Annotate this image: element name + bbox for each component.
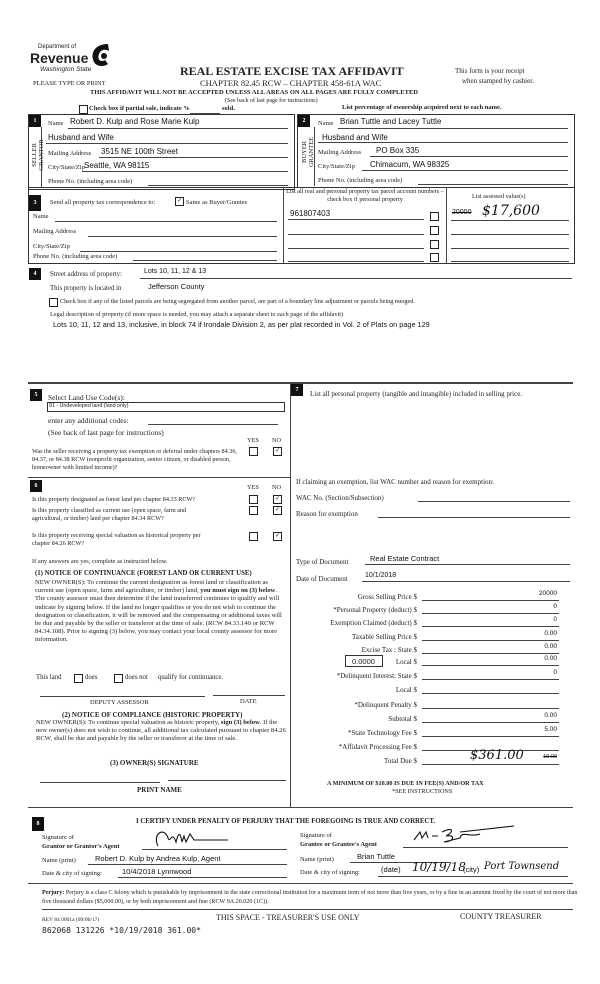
notice-text-bold: sign (3) below [220,719,260,726]
line [422,640,559,641]
print-name-label: PRINT NAME [137,786,182,794]
deputy-assessor-label: DEPUTY ASSESSOR [90,699,149,706]
grantor-signature[interactable] [150,824,230,850]
row-value[interactable]: 0 [553,616,557,623]
divider [283,187,284,263]
county-treasurer-label: COUNTY TREASURER [460,912,542,921]
forest-question: Is this property designated as forest land per chapter 84.33 RCW? [32,496,196,503]
row-label: Exemption Claimed (deduct) $ [330,619,417,627]
legal-description-label: Legal description of property (if more space is needed, you may attach a separate sheet to each page of the affidavit) [50,311,344,318]
doc-date-field[interactable]: 10/1/2018 [365,572,397,579]
parcel-number-field[interactable] [288,248,424,249]
additional-codes-field[interactable] [148,424,278,425]
line [362,581,570,582]
partial-sale-checkbox[interactable] [79,105,88,114]
partial-sale-label: Check box if partial sale, indicate % [89,105,190,112]
logo-line3: Washington State [40,66,92,73]
line [422,708,559,709]
grantee-agent-label: Grantee or Grantee's Agent [300,841,377,848]
row-label: *State Technology Fee $ [347,729,417,737]
line [140,278,572,279]
assessed-struck-value: 20000 [452,209,472,216]
row-value[interactable]: 0.00 [544,655,557,662]
buyer-side-label: BUYER GRANTEE [301,136,315,168]
corr-address-field[interactable] [88,236,277,237]
divider [42,909,573,910]
grantor-agent-label: Grantor or Grantor's Agent [42,843,120,850]
land-use-label: Select Land Use Code(s): [48,393,125,402]
parcel-number-field[interactable]: 961807403 [290,209,331,218]
assessor-date-line[interactable] [213,695,285,696]
grantee-signature[interactable] [410,824,520,846]
see-back-note: (See back of last page for instructions) [225,98,318,104]
section-number: 4 [29,268,41,280]
completion-warning: THIS AFFIDAVIT WILL NOT BE ACCEPTED UNLESS ALL AREAS ON ALL PAGES ARE FULLY COMPLETED [90,89,418,96]
grantor-date-city-label: Date & city of signing: [42,870,102,877]
notice-text: . If the new owner(s) does not wish to continue, all additional tax calculated pursuant to chapter 84.26 RCW, shall be due and payable by the seller or transferor at the time of sale. [36,719,286,742]
exemption-claim-label: If claiming an exemption, list WAC number and reason for exemption: [296,478,494,486]
seller-address-field[interactable]: 3515 NE 100th Street [101,147,178,156]
line [118,877,287,878]
wac-field[interactable] [418,501,570,502]
personal-property-checkbox[interactable] [430,212,439,221]
date-label: DATE [240,698,257,705]
current-use-yes-checkbox[interactable] [249,506,258,515]
historic-no-checkbox[interactable]: ✓ [274,533,281,539]
owner-signature-line[interactable] [40,782,160,783]
wac-label: WAC No. (Section/Subsection) [296,494,384,502]
grantee-city-field[interactable]: Port Townsend [484,861,560,872]
buyer-phone-label: Phone No. (including area code) [318,177,403,184]
corr-city-field[interactable] [80,251,277,252]
seller-address-label: Mailing Address [48,150,92,157]
row-label: *Personal Property (deduct) $ [333,606,417,614]
notice-continuance-text [35,579,285,645]
row-label: Excise Tax : State $ [361,646,417,654]
grantee-date-field[interactable]: 10/19/18 [412,860,466,874]
same-as-buyer-checkbox[interactable]: ✓ [176,198,183,204]
total-handwritten: $361.00 [470,748,524,763]
buyer-phone-field[interactable] [418,184,568,185]
divider [28,807,573,808]
reason-label: Reason for exemption [296,510,358,518]
please-type: PLEASE TYPE OR PRINT [33,80,106,87]
segregated-checkbox[interactable] [49,298,58,307]
sold-label: sold. [222,105,235,112]
buyer-address-label: Mailing Address [318,149,362,156]
receipt-note-1: This form is your receipt [455,67,525,75]
parcel-number-field[interactable] [288,261,424,262]
assessed-value-field[interactable] [451,248,569,249]
personal-property-label: List all personal property (tangible and intangible) included in selling price. [310,390,523,398]
line [422,693,559,694]
row-label: Gross Selling Price $ [357,593,417,601]
parcel-header: List all real and personal property tax parcel account numbers – check box if personal property [286,188,444,203]
row-label: Total Due $ [384,757,417,765]
doc-date-label: Date of Document [296,575,348,583]
corr-phone-field[interactable] [133,260,277,261]
land-use-select[interactable] [47,402,285,412]
buyer-name-field[interactable]: Brian Tuttle and Lacey Tuttle [340,117,442,126]
grantee-date-label: (date) [381,865,401,874]
line [99,157,288,158]
assessed-value-field[interactable] [451,234,569,235]
personal-property-checkbox[interactable] [430,253,439,262]
see-instructions-note: *SEE INSTRUCTIONS [392,788,453,795]
divider [446,187,447,263]
seller-phone-field[interactable] [148,185,288,186]
section-number: 7 [291,384,303,396]
dor-swoosh-icon [88,40,112,68]
form-title: REAL ESTATE EXCISE TAX AFFIDAVIT [180,64,404,78]
row-label: Subtotal $ [388,715,417,723]
form-revision: REV 84 0001a (09/06/17) [42,917,100,923]
does-checkbox[interactable] [74,674,83,683]
current-use-no-checkbox[interactable]: ✓ [274,507,281,513]
notice-text-bold: you must sign on (3) below [200,587,276,595]
notice-text: NEW OWNER(S): To continue the current designation as forest land or classification as current use (open space, farm and agriculture, or timber) land, [35,579,268,595]
line [318,142,568,143]
same-as-buyer-label: Same as Buyer/Grantee [186,199,248,206]
line [422,679,559,680]
historic-question: Is this property receiving special valuation as historical property per chapter 84.26 RCW? [32,532,201,547]
grantor-name-field[interactable]: Robert D. Kulp by Andrea Kulp, Agent [95,854,221,863]
buyer-city-field[interactable]: Chimacum, WA 98325 [370,160,450,169]
divider [290,382,291,807]
grantee-city-label: (city) [463,865,480,874]
forest-yes-checkbox[interactable] [249,495,258,504]
grantee-date-city-label: Date & city of signing: [300,869,360,876]
local-rate-value: 0.0000 [352,657,375,666]
line [422,613,559,614]
row-label: Local $ [395,658,417,666]
section-number: 2 [298,115,310,127]
qualify-label: qualify for continuance. [158,674,224,681]
row-value[interactable]: 10.00 [543,754,557,760]
exemption-no-checkbox[interactable]: ✓ [274,448,281,454]
row-value[interactable]: 20000 [538,590,557,597]
doc-type-field[interactable]: Real Estate Contract [370,554,440,563]
owner-signature-label: (3) OWNER(S) SIGNATURE [110,759,199,767]
form-subtitle: CHAPTER 82.45 RCW – CHAPTER 458-61A WAC [200,78,382,88]
notice-compliance-text [36,719,288,743]
row-value[interactable]: 0.00 [544,630,557,637]
seller-phone-label: Phone No. (including area code) [48,178,133,185]
grantor-date-city-field[interactable]: 10/4/2018 Lynnwood [122,867,192,876]
grantor-name-label: Name (print) [42,857,76,864]
perjury-statement [42,889,582,907]
row-label: *Delinquent Penalty $ [354,701,417,709]
if-yes-note: If any answers are yes, complete as instructed below. [32,558,168,565]
divider [28,883,573,884]
no-header: NO [272,437,282,444]
line [378,876,568,877]
line [422,626,559,627]
line [422,665,559,666]
county-label: This property is located in [50,285,122,292]
section-number: 5 [30,389,42,401]
parcel-number-field[interactable] [288,234,424,235]
see-back-note: (See back of last page for instructions) [48,428,164,437]
line [422,722,559,723]
no-header: NO [272,484,282,491]
logo-line2: Revenue [30,50,89,66]
reason-field[interactable] [378,517,570,518]
county-field[interactable]: Jefferson County [148,282,205,291]
seller-name-field[interactable]: Robert D. Kulp and Rose Marie Kulp [70,117,200,126]
forest-no-checkbox[interactable]: ✓ [274,496,281,502]
line [451,220,569,221]
does-not-label: does not [125,674,148,681]
line [288,219,424,220]
notice-text: NEW OWNER(S): To continue special valuation as historic property, [36,719,221,726]
line [370,156,568,157]
line [82,171,288,172]
perjury-text: Perjury is a class C felony which is punishable by imprisonment in the state correctional institution for a maximum term of not more than five years, or by a fine in an amount fixed by the court of not more than five thousand dollars ($5,000.00), or by both imprisonment and fine (RCW 9A.20.020 (1C)). [42,890,578,905]
line [403,847,568,848]
row-label: *Delinquent Interest: State $ [336,672,417,680]
buyer-line2-field[interactable]: Husband and Wife [322,133,388,142]
segregated-label: Check box if any of the listed parcels are being segregated from another parcel, are part of a boundary line adjustment or parcels being merged. [60,298,415,305]
corr-city-label: City/State/Zip [33,243,70,250]
cashier-stamp: 862068 131226 *10/19/2018 361.00* [42,926,201,935]
row-value[interactable]: 0.00 [544,712,557,719]
divider [28,477,290,478]
deputy-assessor-signature-line[interactable] [40,696,205,697]
corr-name-field[interactable] [55,221,277,222]
does-not-checkbox[interactable] [114,674,123,683]
line [362,170,568,171]
minimum-due-note: A MINIMUM OF $10.00 IS DUE IN FEE(S) AND/OR TAX [327,780,484,787]
logo-line1: Department of [38,44,77,50]
seller-line2-field[interactable]: Husband and Wife [48,133,114,142]
street-address-field[interactable]: Lots 10, 11, 12 & 13 [144,268,207,275]
buyer-address-field[interactable]: PO Box 335 [376,146,420,155]
row-value[interactable]: 0 [553,669,557,676]
grantee-name-label: Name (print) [300,856,334,863]
assessed-header: List assessed value(s) [472,193,526,200]
certify-statement: I CERTIFY UNDER PENALTY OF PERJURY THAT THE FOREGOING IS TRUE AND CORRECT. [136,818,436,825]
doc-type-label: Type of Document [296,558,349,566]
current-use-question: Is this property classified as current use (open space, farm and agricultural, or timber) land per chapter 84.34 RCW? [32,507,187,522]
line [422,653,559,654]
line [338,128,568,129]
legal-description-field[interactable]: Lots 10, 11, 12 and 13, inclusive, in block 74 if Irondale Division 2, as per plat recorded in Vol. 2 of Plats on page 129 [53,320,430,329]
line [422,600,559,601]
owner-signature-line[interactable] [168,780,286,781]
section-number: 8 [32,817,44,831]
receipt-note-2: when stamped by cashier. [462,77,534,85]
additional-codes-label: enter any additional codes: [48,416,129,425]
street-address-label: Street address of property: [50,271,122,278]
row-value[interactable]: 0 [553,603,557,610]
assessed-handwritten-value[interactable]: $17,600 [482,203,540,219]
ownership-note: List percentage of ownership acquired next to each name. [342,104,502,111]
line [142,849,287,850]
notice-compliance-title: (2) NOTICE OF COMPLIANCE (HISTORIC PROPERTY) [62,711,243,719]
row-label: Local $ [395,686,417,694]
section-number: 1 [29,115,41,127]
perjury-heading: Perjury: [42,890,65,896]
line [422,764,559,765]
corr-address-label: Mailing Address [33,228,77,235]
notice-text: . The county assessor must then determine if the land transferred continues to qualify and will indicate by signing below. If the land no longer qualifies or you do not wish to continue the designation or classification, it will be removed and the compensating or additional taxes will be due and payable by the seller or transferor at the time of sale. (RCW 84.33.140 or RCW 84.34.108). Prior to signing (3) below, you may contact your local county assessor for more information. [35,587,282,644]
row-value[interactable]: 0.00 [544,643,557,650]
yes-header: YES [247,484,259,491]
signature-of-label: Signature of [300,832,332,839]
local-rate-box[interactable] [345,655,383,667]
line [46,143,288,144]
seller-name-label: Name [48,120,64,127]
line [365,564,570,565]
personal-property-checkbox[interactable] [430,226,439,235]
treasurer-use-label: THIS SPACE - TREASURER'S USE ONLY [216,913,360,922]
land-use-value: 91 - Undeveloped land (land only) [49,403,129,409]
exemption-question: Was the seller receiving a property tax exemption or deferral under chapters 84.36, 84.37, or 84.38 RCW (nonprofit organization, senior citizen, or disabled person, homeowner with limited income)? [32,448,237,471]
row-value[interactable]: 5.00 [544,726,557,733]
assessed-value-field[interactable] [451,261,569,262]
seller-city-label: City/State/Zip [48,164,85,171]
buyer-name-label: Name [318,120,334,127]
signature-of-label: Signature of [42,834,74,841]
exemption-yes-checkbox[interactable] [249,447,258,456]
row-label: *Affidavit Processing Fee $ [338,743,417,751]
line [422,736,559,737]
personal-property-checkbox[interactable] [430,240,439,249]
corr-name-label: Name [33,213,49,220]
buyer-city-label: City/State/Zip [318,163,355,170]
seller-city-field[interactable]: Seattle, WA 98115 [84,161,150,170]
this-land-label: This land [36,674,62,681]
section-number: 3 [29,195,41,211]
line [88,864,287,865]
corr-phone-label: Phone No. (including area code) [33,253,118,260]
grantee-name-field[interactable]: Brian Tuttle [357,852,395,861]
section-number: 6 [30,480,42,492]
yes-header: YES [247,437,259,444]
line [68,128,288,129]
historic-yes-checkbox[interactable] [249,532,258,541]
notice-continuance-title: (1) NOTICE OF CONTINUANCE (FOREST LAND OR CURRENT USE) [35,570,252,577]
row-label: Taxable Selling Price $ [351,633,417,641]
send-correspondence-label: Send all property tax correspondence to: [50,199,156,206]
seller-side-label: SELLER GRANTOR [31,139,45,171]
does-label: does [85,674,98,681]
